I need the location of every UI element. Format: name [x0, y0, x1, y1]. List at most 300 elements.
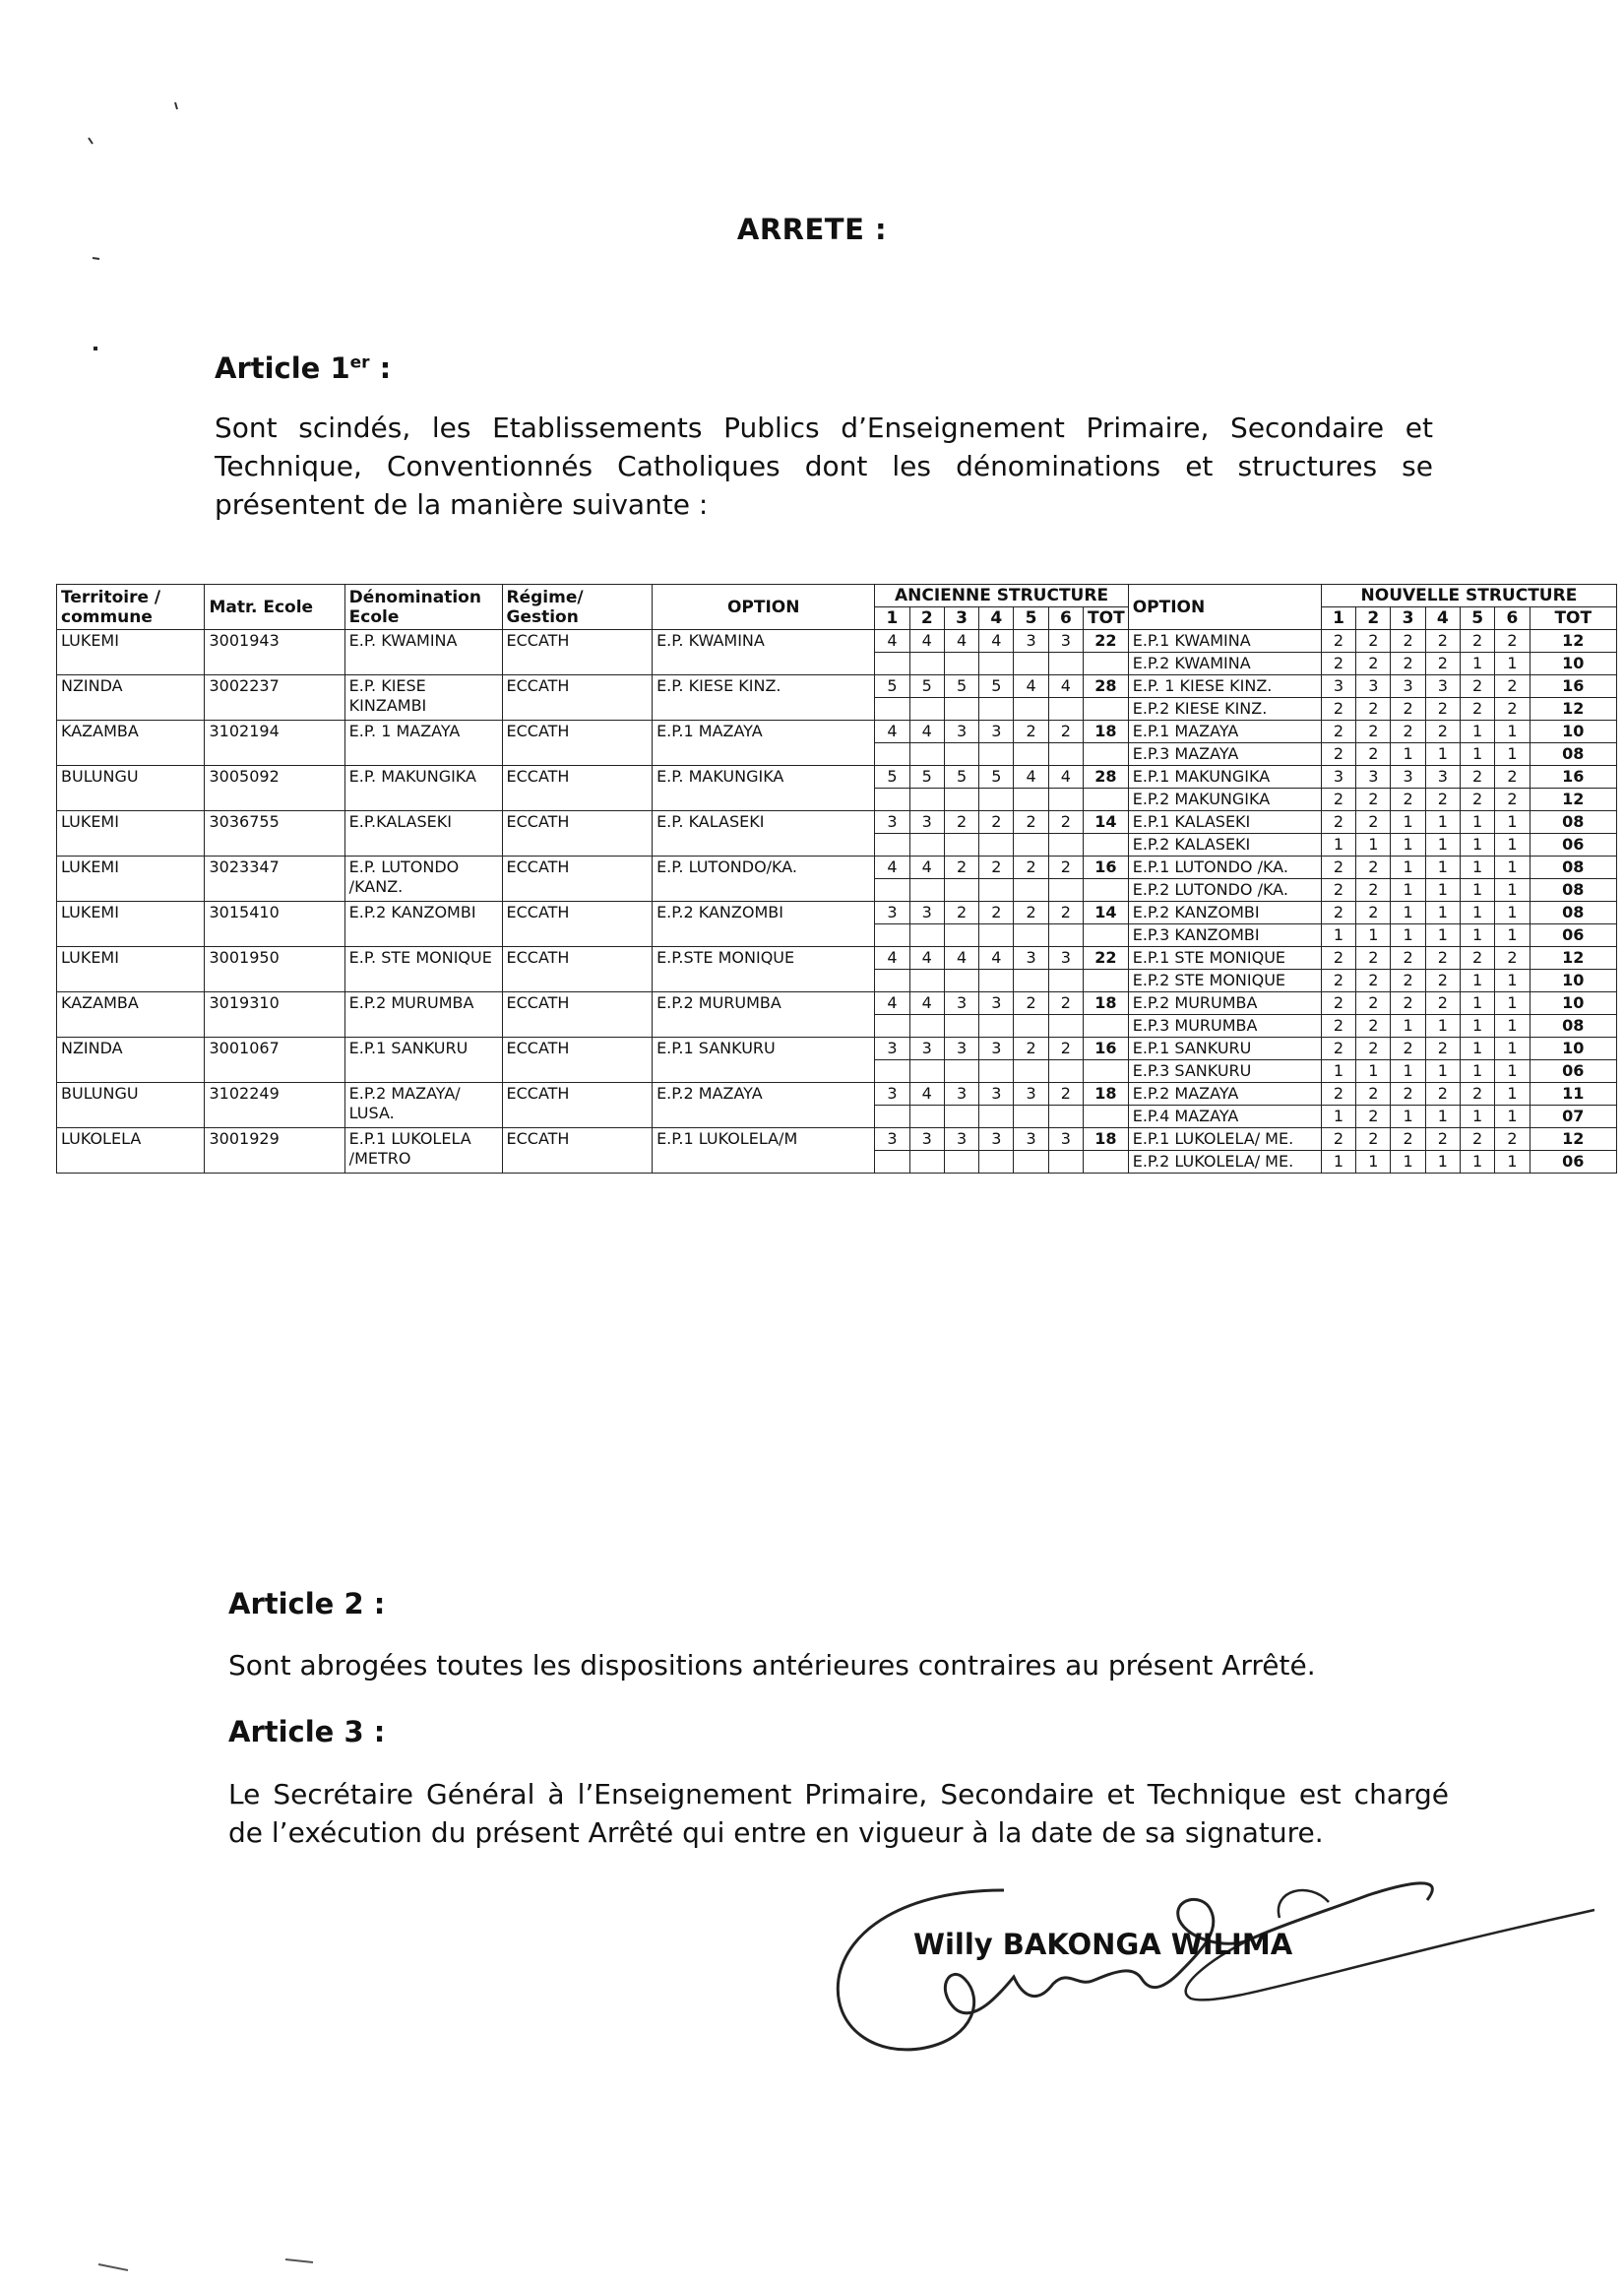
cell-old-col-3: 2 — [944, 811, 978, 834]
cell-old-empty — [1014, 834, 1048, 857]
cell-old-empty — [1014, 698, 1048, 721]
cell-denomination: E.P. LUTONDO /KANZ. — [344, 857, 502, 902]
cell-old-empty — [979, 1106, 1014, 1128]
cell-new-col-5: 2 — [1460, 630, 1494, 653]
cell-old-col-6: 3 — [1048, 947, 1083, 970]
article-2-text: Sont abrogées toutes les dispositions antérieures contraires au présent Arrêté. — [228, 1649, 1316, 1682]
header-nouvelle-structure: NOUVELLE STRUCTURE — [1321, 585, 1616, 607]
cell-new-col-1: 2 — [1321, 970, 1355, 992]
cell-old-col-5: 2 — [1014, 902, 1048, 924]
cell-old-empty — [1048, 1151, 1083, 1174]
cell-old-empty — [944, 879, 978, 902]
cell-old-col-1: 4 — [875, 721, 909, 743]
cell-old-tot: 22 — [1084, 947, 1129, 970]
cell-new-col-1: 2 — [1321, 743, 1355, 766]
cell-old-col-6: 4 — [1048, 766, 1083, 789]
cell-denomination: E.P. KWAMINA — [344, 630, 502, 675]
cell-new-col-5: 1 — [1460, 970, 1494, 992]
cell-new-col-1: 2 — [1321, 857, 1355, 879]
schools-table — [56, 584, 1617, 1174]
cell-old-empty — [1084, 970, 1129, 992]
subheader-new-tot: TOT — [1530, 607, 1616, 630]
cell-new-col-1: 3 — [1321, 675, 1355, 698]
cell-new-option: E.P.1 MAZAYA — [1128, 721, 1321, 743]
cell-old-empty — [1014, 1060, 1048, 1083]
cell-new-col-4: 2 — [1425, 947, 1460, 970]
cell-old-col-5: 3 — [1014, 1083, 1048, 1106]
cell-old-tot: 18 — [1084, 1083, 1129, 1106]
cell-new-col-6: 1 — [1495, 857, 1530, 879]
cell-new-option: E.P.1 LUKOLELA/ ME. — [1128, 1128, 1321, 1151]
cell-new-col-3: 2 — [1391, 789, 1425, 811]
cell-old-col-6: 4 — [1048, 675, 1083, 698]
cell-old-empty — [875, 653, 909, 675]
cell-new-option: E.P.2 LUKOLELA/ ME. — [1128, 1151, 1321, 1174]
cell-old-col-4: 2 — [979, 811, 1014, 834]
cell-denomination: E.P. STE MONIQUE — [344, 947, 502, 992]
cell-regime: ECCATH — [502, 1038, 653, 1083]
cell-new-option: E.P.3 SANKURU — [1128, 1060, 1321, 1083]
cell-old-empty — [979, 698, 1014, 721]
cell-old-tot: 22 — [1084, 630, 1129, 653]
cell-old-col-4: 3 — [979, 1128, 1014, 1151]
cell-option: E.P. KIESE KINZ. — [653, 675, 875, 721]
cell-old-empty — [909, 924, 944, 947]
cell-new-option: E.P.1 KALASEKI — [1128, 811, 1321, 834]
cell-new-col-3: 2 — [1391, 721, 1425, 743]
cell-new-col-6: 2 — [1495, 1128, 1530, 1151]
cell-new-col-4: 2 — [1425, 1128, 1460, 1151]
cell-old-tot: 18 — [1084, 721, 1129, 743]
cell-old-empty — [1084, 834, 1129, 857]
cell-new-col-6: 1 — [1495, 1151, 1530, 1174]
table-row — [57, 947, 1617, 970]
cell-old-empty — [909, 1015, 944, 1038]
cell-new-option: E.P.2 KIESE KINZ. — [1128, 698, 1321, 721]
cell-denomination: E.P.1 SANKURU — [344, 1038, 502, 1083]
cell-option: E.P.1 LUKOLELA/M — [653, 1128, 875, 1174]
cell-new-col-6: 1 — [1495, 1083, 1530, 1106]
cell-new-col-3: 2 — [1391, 698, 1425, 721]
cell-new-option: E.P.1 MAKUNGIKA — [1128, 766, 1321, 789]
cell-old-tot: 16 — [1084, 857, 1129, 879]
cell-old-empty — [944, 924, 978, 947]
cell-old-col-6: 2 — [1048, 992, 1083, 1015]
cell-regime: ECCATH — [502, 902, 653, 947]
cell-new-col-6: 2 — [1495, 789, 1530, 811]
cell-new-col-3: 1 — [1391, 857, 1425, 879]
cell-old-col-5: 3 — [1014, 947, 1048, 970]
cell-new-col-1: 2 — [1321, 721, 1355, 743]
cell-new-col-3: 2 — [1391, 1128, 1425, 1151]
cell-territoire: BULUNGU — [57, 766, 205, 811]
header-denomination: Dénomination Ecole — [344, 585, 502, 630]
subheader-new-col-5: 5 — [1460, 607, 1494, 630]
cell-regime: ECCATH — [502, 857, 653, 902]
cell-regime: ECCATH — [502, 1128, 653, 1174]
cell-new-option: E.P.4 MAZAYA — [1128, 1106, 1321, 1128]
cell-new-col-1: 2 — [1321, 653, 1355, 675]
cell-old-col-3: 2 — [944, 902, 978, 924]
cell-denomination: E.P. 1 MAZAYA — [344, 721, 502, 766]
cell-old-empty — [944, 834, 978, 857]
cell-new-tot: 08 — [1530, 811, 1616, 834]
cell-old-col-3: 4 — [944, 947, 978, 970]
cell-territoire: LUKOLELA — [57, 1128, 205, 1174]
cell-new-option: E.P.2 KANZOMBI — [1128, 902, 1321, 924]
cell-new-col-1: 2 — [1321, 789, 1355, 811]
cell-denomination: E.P.KALASEKI — [344, 811, 502, 857]
cell-new-col-2: 1 — [1356, 1060, 1391, 1083]
signatory-name: Willy BAKONGA WILIMA — [913, 1928, 1293, 1961]
cell-option: E.P.1 SANKURU — [653, 1038, 875, 1083]
cell-old-col-1: 5 — [875, 675, 909, 698]
cell-old-col-2: 3 — [909, 811, 944, 834]
cell-new-col-5: 1 — [1460, 879, 1494, 902]
cell-new-option: E.P.2 STE MONIQUE — [1128, 970, 1321, 992]
subheader-old-col-6: 6 — [1048, 607, 1083, 630]
cell-new-col-5: 1 — [1460, 924, 1494, 947]
cell-new-col-4: 2 — [1425, 992, 1460, 1015]
cell-old-col-4: 4 — [979, 947, 1014, 970]
cell-old-col-3: 3 — [944, 992, 978, 1015]
cell-new-col-1: 1 — [1321, 924, 1355, 947]
cell-new-col-2: 2 — [1356, 1128, 1391, 1151]
cell-regime: ECCATH — [502, 721, 653, 766]
cell-matr: 3001943 — [205, 630, 344, 675]
article-1-label: Article 1 — [215, 351, 350, 385]
subheader-old-tot: TOT — [1084, 607, 1129, 630]
table-row — [57, 630, 1617, 653]
cell-new-col-6: 2 — [1495, 766, 1530, 789]
cell-old-col-6: 2 — [1048, 1038, 1083, 1060]
cell-new-col-3: 2 — [1391, 653, 1425, 675]
cell-old-empty — [979, 653, 1014, 675]
cell-old-col-2: 4 — [909, 630, 944, 653]
cell-old-col-3: 3 — [944, 1038, 978, 1060]
cell-old-empty — [979, 743, 1014, 766]
cell-new-col-4: 2 — [1425, 1038, 1460, 1060]
cell-new-tot: 10 — [1530, 653, 1616, 675]
cell-new-tot: 12 — [1530, 630, 1616, 653]
cell-new-col-2: 2 — [1356, 902, 1391, 924]
cell-new-col-4: 1 — [1425, 834, 1460, 857]
cell-old-empty — [909, 653, 944, 675]
cell-new-col-4: 3 — [1425, 675, 1460, 698]
cell-new-tot: 10 — [1530, 721, 1616, 743]
cell-new-col-2: 2 — [1356, 789, 1391, 811]
cell-old-empty — [979, 924, 1014, 947]
cell-old-col-6: 3 — [1048, 630, 1083, 653]
cell-new-tot: 16 — [1530, 675, 1616, 698]
cell-new-col-4: 1 — [1425, 743, 1460, 766]
header-ancienne-structure: ANCIENNE STRUCTURE — [875, 585, 1128, 607]
subheader-new-col-2: 2 — [1356, 607, 1391, 630]
cell-new-tot: 10 — [1530, 970, 1616, 992]
cell-old-empty — [1014, 743, 1048, 766]
cell-old-empty — [909, 1151, 944, 1174]
cell-old-col-2: 4 — [909, 1083, 944, 1106]
cell-old-col-5: 2 — [1014, 1038, 1048, 1060]
cell-new-option: E.P.2 KWAMINA — [1128, 653, 1321, 675]
cell-old-empty — [875, 698, 909, 721]
table-row — [57, 811, 1617, 834]
article-1-colon: : — [369, 351, 392, 385]
cell-old-col-6: 2 — [1048, 1083, 1083, 1106]
cell-old-col-3: 4 — [944, 630, 978, 653]
cell-old-empty — [1048, 1015, 1083, 1038]
cell-option: E.P. MAKUNGIKA — [653, 766, 875, 811]
cell-new-tot: 12 — [1530, 1128, 1616, 1151]
cell-old-empty — [1048, 789, 1083, 811]
header-option: OPTION — [653, 585, 875, 630]
cell-new-col-1: 1 — [1321, 1106, 1355, 1128]
cell-option: E.P. LUTONDO/KA. — [653, 857, 875, 902]
cell-old-empty — [944, 698, 978, 721]
cell-new-col-4: 2 — [1425, 698, 1460, 721]
subheader-new-col-3: 3 — [1391, 607, 1425, 630]
cell-new-col-5: 1 — [1460, 1060, 1494, 1083]
header-matr: Matr. Ecole — [205, 585, 344, 630]
cell-old-empty — [875, 1106, 909, 1128]
cell-territoire: LUKEMI — [57, 630, 205, 675]
cell-new-col-5: 2 — [1460, 766, 1494, 789]
cell-new-col-3: 1 — [1391, 879, 1425, 902]
article-3-text: Le Secrétaire Général à l’Enseignement Primaire, Secondaire et Technique est chargé de l’exécution du présent Arrêté qui entre en vigueur à la date de sa signature. — [228, 1778, 1449, 1849]
cell-old-col-2: 4 — [909, 721, 944, 743]
cell-old-col-2: 3 — [909, 902, 944, 924]
cell-old-empty — [1084, 743, 1129, 766]
cell-matr: 3102194 — [205, 721, 344, 766]
cell-old-empty — [1014, 879, 1048, 902]
table-row — [57, 1083, 1617, 1106]
cell-option: E.P.2 MAZAYA — [653, 1083, 875, 1128]
cell-old-col-5: 3 — [1014, 630, 1048, 653]
cell-old-empty — [1084, 1015, 1129, 1038]
cell-matr: 3036755 — [205, 811, 344, 857]
subheader-new-col-4: 4 — [1425, 607, 1460, 630]
cell-new-col-5: 2 — [1460, 947, 1494, 970]
cell-territoire: KAZAMBA — [57, 721, 205, 766]
cell-new-option: E.P. 1 KIESE KINZ. — [1128, 675, 1321, 698]
cell-old-col-3: 3 — [944, 1083, 978, 1106]
cell-new-col-4: 1 — [1425, 1106, 1460, 1128]
table-row — [57, 857, 1617, 879]
cell-new-col-5: 2 — [1460, 675, 1494, 698]
cell-old-col-3: 5 — [944, 766, 978, 789]
cell-new-col-1: 3 — [1321, 766, 1355, 789]
cell-new-col-1: 2 — [1321, 1083, 1355, 1106]
cell-new-col-4: 1 — [1425, 1015, 1460, 1038]
cell-old-empty — [909, 1106, 944, 1128]
cell-old-empty — [1048, 1106, 1083, 1128]
cell-new-col-4: 2 — [1425, 970, 1460, 992]
cell-old-empty — [909, 698, 944, 721]
cell-old-col-4: 4 — [979, 630, 1014, 653]
cell-new-col-6: 1 — [1495, 1106, 1530, 1128]
cell-denomination: E.P.2 KANZOMBI — [344, 902, 502, 947]
cell-matr: 3023347 — [205, 857, 344, 902]
cell-old-empty — [944, 1015, 978, 1038]
cell-old-col-4: 3 — [979, 721, 1014, 743]
subheader-old-col-4: 4 — [979, 607, 1014, 630]
cell-old-col-6: 2 — [1048, 811, 1083, 834]
cell-new-col-1: 2 — [1321, 630, 1355, 653]
cell-old-tot: 14 — [1084, 811, 1129, 834]
cell-option: E.P.2 MURUMBA — [653, 992, 875, 1038]
cell-new-col-2: 2 — [1356, 1083, 1391, 1106]
subheader-old-col-1: 1 — [875, 607, 909, 630]
cell-regime: ECCATH — [502, 811, 653, 857]
cell-new-col-2: 3 — [1356, 766, 1391, 789]
cell-new-col-4: 1 — [1425, 1151, 1460, 1174]
cell-new-tot: 07 — [1530, 1106, 1616, 1128]
cell-old-empty — [909, 789, 944, 811]
cell-new-option: E.P.3 MAZAYA — [1128, 743, 1321, 766]
cell-new-tot: 12 — [1530, 947, 1616, 970]
cell-new-col-3: 3 — [1391, 766, 1425, 789]
cell-old-tot: 28 — [1084, 766, 1129, 789]
cell-denomination: E.P. KIESE KINZAMBI — [344, 675, 502, 721]
article-1-heading — [215, 351, 391, 385]
cell-old-col-2: 4 — [909, 992, 944, 1015]
article-3-heading: Article 3 : — [228, 1715, 386, 1748]
cell-old-empty — [1014, 924, 1048, 947]
cell-new-col-2: 2 — [1356, 698, 1391, 721]
subheader-old-col-5: 5 — [1014, 607, 1048, 630]
cell-new-col-2: 1 — [1356, 834, 1391, 857]
table-row — [57, 1128, 1617, 1151]
cell-denomination: E.P.1 LUKOLELA /METRO — [344, 1128, 502, 1174]
cell-new-tot: 10 — [1530, 1038, 1616, 1060]
cell-new-col-4: 2 — [1425, 721, 1460, 743]
cell-new-tot: 08 — [1530, 1015, 1616, 1038]
cell-old-empty — [1084, 879, 1129, 902]
header-regime: Régime/ Gestion — [502, 585, 653, 630]
cell-matr: 3001929 — [205, 1128, 344, 1174]
cell-old-col-2: 5 — [909, 766, 944, 789]
cell-old-empty — [1014, 1015, 1048, 1038]
cell-new-col-5: 1 — [1460, 1151, 1494, 1174]
cell-old-empty — [1014, 1106, 1048, 1128]
cell-old-col-5: 3 — [1014, 1128, 1048, 1151]
cell-old-col-3: 3 — [944, 721, 978, 743]
cell-old-col-1: 5 — [875, 766, 909, 789]
cell-old-col-5: 2 — [1014, 721, 1048, 743]
cell-old-empty — [979, 1060, 1014, 1083]
cell-new-col-2: 2 — [1356, 630, 1391, 653]
cell-old-empty — [1048, 834, 1083, 857]
subheader-old-col-3: 3 — [944, 607, 978, 630]
cell-new-col-1: 2 — [1321, 902, 1355, 924]
cell-regime: ECCATH — [502, 630, 653, 675]
cell-new-col-3: 1 — [1391, 1151, 1425, 1174]
cell-new-col-2: 2 — [1356, 970, 1391, 992]
cell-new-col-6: 1 — [1495, 970, 1530, 992]
cell-new-col-5: 1 — [1460, 834, 1494, 857]
table-row — [57, 675, 1617, 698]
cell-old-empty — [875, 743, 909, 766]
cell-new-col-3: 2 — [1391, 630, 1425, 653]
cell-old-col-2: 5 — [909, 675, 944, 698]
cell-old-empty — [944, 789, 978, 811]
cell-territoire: LUKEMI — [57, 857, 205, 902]
cell-old-col-1: 4 — [875, 857, 909, 879]
handwritten-signature — [817, 1871, 1624, 2146]
article-1-text: Sont scindés, les Etablissements Publics d’Enseignement Primaire, Secondaire et Technique, Conventionnés Catholiques dont les dénominations et structures se présentent de la manière suivante : — [215, 412, 1433, 521]
cell-new-tot: 06 — [1530, 924, 1616, 947]
table-row — [57, 766, 1617, 789]
cell-new-col-2: 2 — [1356, 721, 1391, 743]
cell-old-tot: 18 — [1084, 992, 1129, 1015]
cell-old-col-6: 3 — [1048, 1128, 1083, 1151]
cell-new-tot: 06 — [1530, 1060, 1616, 1083]
header-territoire: Territoire / commune — [57, 585, 205, 630]
cell-old-empty — [979, 1015, 1014, 1038]
cell-new-col-5: 2 — [1460, 789, 1494, 811]
cell-new-col-1: 2 — [1321, 879, 1355, 902]
cell-old-col-4: 5 — [979, 766, 1014, 789]
cell-old-col-6: 2 — [1048, 857, 1083, 879]
cell-old-empty — [875, 1151, 909, 1174]
cell-new-col-1: 2 — [1321, 1015, 1355, 1038]
cell-new-col-2: 1 — [1356, 1151, 1391, 1174]
cell-new-col-2: 2 — [1356, 857, 1391, 879]
cell-old-empty — [1048, 698, 1083, 721]
cell-new-option: E.P.1 STE MONIQUE — [1128, 947, 1321, 970]
cell-new-col-6: 1 — [1495, 879, 1530, 902]
cell-new-col-3: 2 — [1391, 970, 1425, 992]
cell-new-col-2: 2 — [1356, 1015, 1391, 1038]
cell-new-col-4: 2 — [1425, 789, 1460, 811]
cell-new-col-1: 2 — [1321, 1038, 1355, 1060]
cell-old-empty — [944, 1151, 978, 1174]
cell-new-tot: 06 — [1530, 834, 1616, 857]
cell-old-empty — [1014, 789, 1048, 811]
cell-new-col-2: 2 — [1356, 743, 1391, 766]
cell-new-col-6: 1 — [1495, 834, 1530, 857]
cell-new-option: E.P.2 KALASEKI — [1128, 834, 1321, 857]
cell-new-option: E.P.2 MAZAYA — [1128, 1083, 1321, 1106]
cell-territoire: LUKEMI — [57, 811, 205, 857]
cell-old-empty — [979, 789, 1014, 811]
cell-old-col-2: 4 — [909, 947, 944, 970]
cell-old-col-4: 3 — [979, 1038, 1014, 1060]
cell-new-col-6: 1 — [1495, 1038, 1530, 1060]
cell-new-option: E.P.1 KWAMINA — [1128, 630, 1321, 653]
cell-new-col-3: 1 — [1391, 811, 1425, 834]
cell-old-col-4: 2 — [979, 857, 1014, 879]
cell-option: E.P.2 KANZOMBI — [653, 902, 875, 947]
cell-territoire: NZINDA — [57, 1038, 205, 1083]
cell-new-option: E.P.2 MAKUNGIKA — [1128, 789, 1321, 811]
cell-old-empty — [1084, 698, 1129, 721]
cell-territoire: KAZAMBA — [57, 992, 205, 1038]
cell-old-col-2: 4 — [909, 857, 944, 879]
header-option-new: OPTION — [1128, 585, 1321, 630]
cell-option: E.P. KWAMINA — [653, 630, 875, 675]
cell-old-empty — [1048, 879, 1083, 902]
subheader-new-col-1: 1 — [1321, 607, 1355, 630]
cell-new-col-3: 2 — [1391, 1083, 1425, 1106]
cell-new-tot: 12 — [1530, 789, 1616, 811]
cell-old-tot: 16 — [1084, 1038, 1129, 1060]
cell-new-col-5: 2 — [1460, 1083, 1494, 1106]
table-row — [57, 992, 1617, 1015]
cell-old-empty — [944, 970, 978, 992]
table-row — [57, 902, 1617, 924]
cell-new-col-5: 1 — [1460, 653, 1494, 675]
